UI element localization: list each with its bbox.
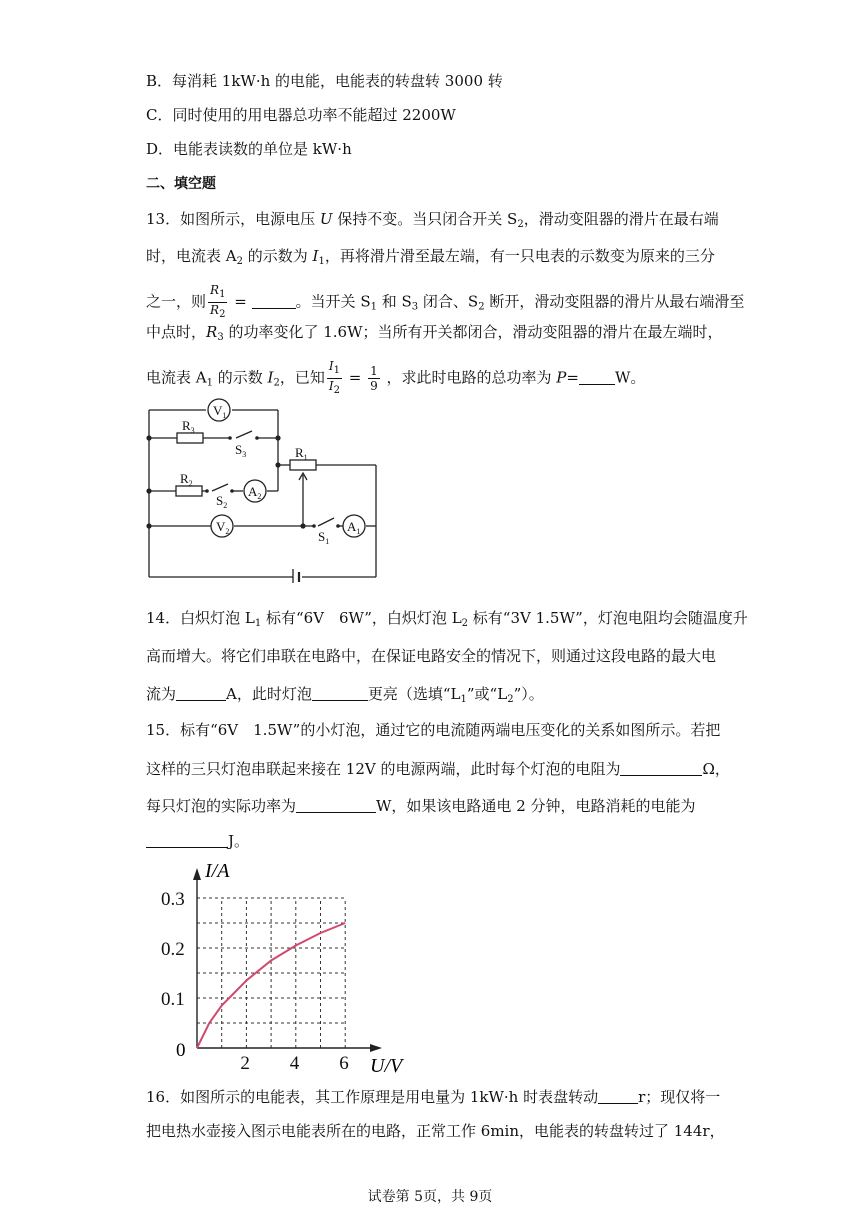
q13-line-5: 电流表 $A_1$ 的示数 $I_2$，已知 $\frac{I_1}{I_2}$ = $\frac{1}{9}$ ，求此时电路的总功率为 P= W。 bbox=[146, 359, 646, 396]
q14-line-2: 高而增大。将它们串联在电路中，在保证电路安全的情况下，则通过这段电路的最大电 bbox=[146, 647, 717, 665]
answer-blank[interactable] bbox=[312, 686, 368, 701]
section-title: 二、填空题 bbox=[146, 176, 216, 192]
q15-line-2: 这样的三只灯泡串联起来接在 12V 的电源两端，此时每个灯泡的电阻为 Ω， bbox=[146, 760, 730, 778]
x-tick-label: 6 bbox=[339, 1053, 349, 1074]
y-tick-label: 0.3 bbox=[161, 889, 185, 910]
page-footer: 试卷第 5页，共 9页 bbox=[367, 1189, 493, 1205]
r3-label: $R_3$ bbox=[182, 418, 195, 435]
q13-line-3: 之一，则 $\frac{R_1}{R_2}$ = 。当开关 $S_1$ 和 $S_3$ 闭合、$S_2$ 断开，滑动变阻器的滑片从最右端滑至 bbox=[146, 283, 745, 320]
q15-line-1: 15．标有“6V 1.5W”的小灯泡，通过它的电流随两端电压变化的关系如图所示。若把 bbox=[146, 721, 721, 739]
s2-label: $S_2$ bbox=[216, 493, 228, 510]
iu-chart bbox=[150, 852, 420, 1077]
y-axis-label: I/A bbox=[205, 860, 230, 882]
q15-line-4: J。 bbox=[146, 831, 249, 851]
fraction-i1-i2: $\frac{I_1}{I_2}$ bbox=[328, 359, 340, 396]
x-tick-label: 4 bbox=[289, 1053, 300, 1074]
answer-blank[interactable] bbox=[176, 686, 226, 701]
r1-label: $R_1$ bbox=[295, 445, 308, 462]
q16-line-2: 把电热水壶接入图示电能表所在的电路，正常工作 6min，电能表的转盘转过了 144r， bbox=[146, 1122, 725, 1140]
option-d: D．电能表读数的单位是 kW·h bbox=[146, 140, 352, 158]
chart-axes bbox=[193, 868, 382, 1052]
answer-blank[interactable] bbox=[296, 798, 376, 813]
r2-label: $R_2$ bbox=[180, 471, 193, 488]
answer-blank[interactable] bbox=[146, 833, 228, 848]
option-b: B．每消耗 1kW·h 的电能，电能表的转盘转 3000 转 bbox=[146, 72, 503, 90]
v1-label: $V_1$ bbox=[213, 403, 227, 420]
fraction-one-ninth: $\frac{1}{9}$ bbox=[370, 364, 378, 393]
y-tick-label: 0.1 bbox=[161, 989, 185, 1010]
origin-label: 0 bbox=[176, 1040, 186, 1061]
v2-label: $V_2$ bbox=[216, 519, 230, 536]
fraction-r1-r2: $\frac{R_1}{R_2}$ bbox=[210, 283, 226, 320]
a2-label: $A_2$ bbox=[248, 484, 262, 501]
q13-line-2: 时，电流表 $A_2$ 的示数为 $I_1$，再将滑片滑至最左端，有一只电表的示数变为原来的三分 bbox=[146, 247, 715, 267]
answer-blank[interactable] bbox=[620, 761, 702, 776]
q14-line-1: 14．白炽灯泡 $L_1$ 标有“6V 6W”，白炽灯泡 $L_2$ 标有“3V 1.5W”，灯泡电阻均会随温度升 bbox=[146, 609, 748, 629]
chart-grid bbox=[197, 898, 345, 1048]
answer-blank[interactable] bbox=[579, 370, 615, 385]
answer-blank[interactable] bbox=[252, 294, 296, 309]
circuit-diagram bbox=[140, 398, 390, 583]
option-c: C．同时使用的用电器总功率不能超过 2200W bbox=[146, 106, 456, 124]
s1-label: $S_1$ bbox=[318, 529, 330, 546]
y-tick-label: 0.2 bbox=[161, 939, 185, 960]
x-tick-label: 2 bbox=[240, 1053, 250, 1074]
answer-blank[interactable] bbox=[598, 1089, 638, 1104]
x-axis-label: U/V bbox=[370, 1055, 403, 1077]
q15-line-3: 每只灯泡的实际功率为 W，如果该电路通电 2 分钟，电路消耗的电能为 bbox=[146, 797, 696, 815]
q14-line-3: 流为 A，此时灯泡 更亮（选填“$L_1$”或“$L_2$”）。 bbox=[146, 685, 544, 705]
q16-line-1: 16．如图所示的电能表，其工作原理是用电量为 1kW·h 时表盘转动 r；现仅将一 bbox=[146, 1088, 721, 1106]
q13-line-1: 13．如图所示，电源电压 U 保持不变。当只闭合开关 $S_2$，滑动变阻器的滑片在最右端 bbox=[146, 210, 719, 230]
q13-line-4: 中点时，$R_3$ 的功率变化了 1.6W；当所有开关都闭合，滑动变阻器的滑片在最左端时， bbox=[146, 323, 723, 343]
a1-label: $A_1$ bbox=[347, 519, 361, 536]
s3-label: $S_3$ bbox=[235, 442, 247, 459]
